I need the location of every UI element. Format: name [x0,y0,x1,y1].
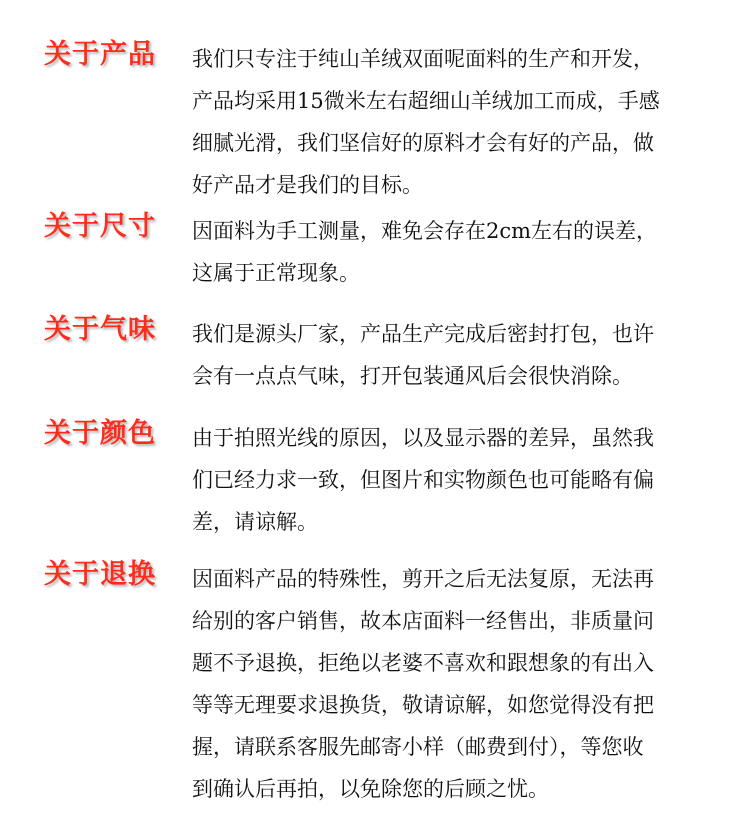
section-body [192,210,732,294]
body-line: 等等无理要求退换货，敬请谅解，如您觉得没有把 [192,693,654,717]
section-body [192,558,732,810]
section-heading: 关于颜色 [44,418,156,449]
section-heading: 关于尺寸 [44,211,156,242]
body-line: 好产品才是我们的目标。 [192,173,423,197]
section-body [192,417,732,543]
body-line: 差，请谅解。 [192,510,318,534]
body-line: 产品均采用15微米左右超细山羊绒加工而成，手感 [192,89,660,113]
section-heading: 关于退换 [44,559,156,590]
body-line: 因面料为手工测量，难免会存在2cm左右的误差， [192,219,658,243]
body-line: 会有一点点气味，打开包装通风后会很快消除。 [192,364,633,388]
body-line: 因面料产品的特殊性，剪开之后无法复原，无法再 [192,567,654,591]
body-line: 这属于正常现象。 [192,261,360,285]
body-line: 们已经力求一致，但图片和实物颜色也可能略有偏 [192,468,654,492]
body-line: 到确认后再拍，以免除您的后顾之忧。 [192,777,549,801]
body-line: 握，请联系客服先邮寄小样（邮费到付），等您收 [192,735,644,759]
body-line: 我们是源头厂家，产品生产完成后密封打包，也许 [192,322,654,346]
section-body [192,38,732,206]
body-line: 题不予退换，拒绝以老婆不喜欢和跟想象的有出入 [192,651,654,675]
body-line: 给别的客户销售，故本店面料一经售出，非质量问 [192,609,654,633]
body-line: 细腻光滑，我们坚信好的原料才会有好的产品，做 [192,131,654,155]
section-heading: 关于气味 [44,314,156,345]
section-body [192,313,732,397]
section-heading: 关于产品 [44,39,156,70]
body-line: 我们只专注于纯山羊绒双面呢面料的生产和开发， [192,47,654,71]
body-line: 由于拍照光线的原因，以及显示器的差异，虽然我 [192,426,654,450]
